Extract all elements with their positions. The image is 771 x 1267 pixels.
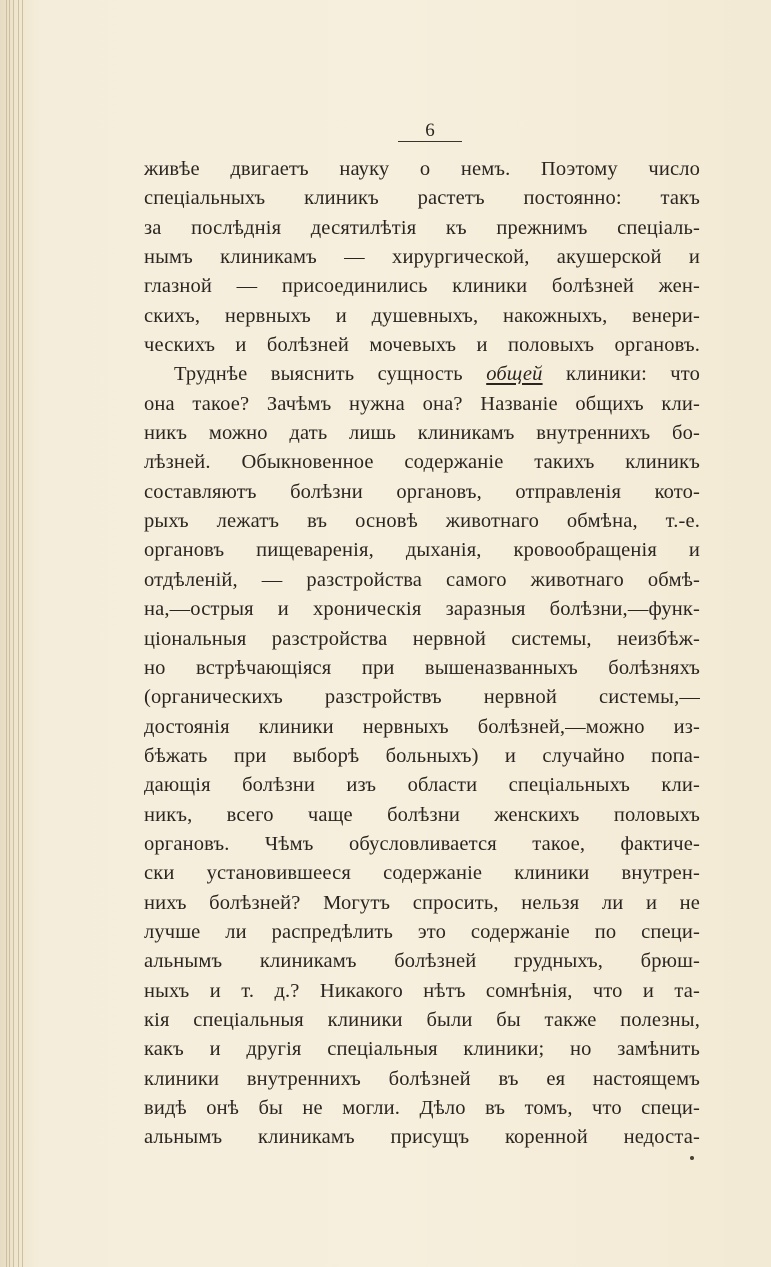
text-line: нихъ болѣзней? Могутъ спросить, нельзя ли и не: [144, 891, 700, 914]
text-line: (органическихъ разстройствъ нервной системы,—: [144, 686, 700, 709]
text-line: никъ, всего чаще болѣзни женскихъ половыхъ: [144, 803, 700, 826]
text-line: спеціальныхъ клиникъ растетъ постоянно: такъ: [144, 187, 700, 210]
text-line: ческихъ и болѣзней мочевыхъ и половыхъ органовъ.: [144, 334, 700, 357]
text-line: ныхъ и т. д.? Никакого нѣтъ сомнѣнія, что и та-: [144, 979, 700, 1002]
text-line: составляютъ болѣзни органовъ, отправленія кото-: [144, 480, 700, 503]
text-line: но встрѣчающіяся при вышеназванныхъ болѣзняхъ: [144, 656, 700, 679]
text-line: лучше ли распредѣлить это содержаніе по специ-: [144, 920, 700, 943]
text-line: видѣ онѣ бы не могли. Дѣло въ томъ, что специ-: [144, 1097, 700, 1119]
text-line: бѣжать при выборѣ больныхъ) и случайно попа-: [144, 744, 700, 767]
emphasized-word: общей: [486, 363, 543, 386]
text-line: ски установившееся содержаніе клиники внутрен-: [144, 862, 700, 885]
ink-speck: [690, 1156, 694, 1160]
text-run: Труднѣе выяснить сущность: [174, 363, 463, 386]
text-line: глазной — присоединились клиники болѣзней жен-: [144, 275, 700, 298]
text-body: [144, 155, 700, 1153]
text-line: она такое? Зачѣмъ нужна она? Названіе общихъ кли-: [144, 392, 700, 415]
paragraph-first-line: [144, 360, 700, 389]
text-line: альнымъ клиникамъ болѣзней грудныхъ, брюш-: [144, 950, 700, 973]
text-line: никъ можно дать лишь клиникамъ внутреннихъ бо-: [144, 422, 700, 445]
text-line: за послѣднія десятилѣтія къ прежнимъ спеціаль-: [144, 216, 700, 239]
text-line: живѣе двигаетъ науку о немъ. Поэтому число: [144, 158, 700, 180]
text-line: отдѣленій, — разстройства самого животнаго обмѣ-: [144, 568, 700, 591]
text-line: скихъ, нервныхъ и душевныхъ, накожныхъ, венери-: [144, 304, 700, 327]
text-run: клиники: что: [565, 363, 701, 386]
text-line: органовъ пищеваренія, дыханія, кровообращенія и: [144, 539, 700, 562]
text-line: нымъ клиникамъ — хирургической, акушерской и: [144, 246, 700, 269]
text-line: какъ и другія спеціальныя клиники; но замѣнить: [144, 1038, 700, 1061]
page-number: 6: [425, 120, 435, 141]
text-line: кія спеціальныя клиники были бы также полезны,: [144, 1008, 700, 1031]
text-line: лѣзней. Обыкновенное содержаніе такихъ клиникъ: [144, 451, 700, 474]
text-line: на,—острыя и хроническія заразныя болѣзни,—функ-: [144, 598, 700, 621]
text-line: рыхъ лежатъ въ основѣ животнаго обмѣна, т.-е.: [144, 510, 700, 533]
text-line: дающія болѣзни изъ области спеціальныхъ кли-: [144, 774, 700, 797]
page-number-rule: [398, 141, 462, 142]
text-line: ціональныя разстройства нервной системы, неизбѣж-: [144, 627, 700, 650]
text-line: альнымъ клиникамъ присущъ коренной недоста-: [144, 1126, 700, 1149]
text-line: клиники внутреннихъ болѣзней въ ея настоящемъ: [144, 1067, 700, 1090]
text-line: органовъ. Чѣмъ обусловливается такое, фактиче-: [144, 832, 700, 855]
text-line: достоянія клиники нервныхъ болѣзней,—можно из-: [144, 715, 700, 738]
binding-edge: [6, 0, 28, 1267]
